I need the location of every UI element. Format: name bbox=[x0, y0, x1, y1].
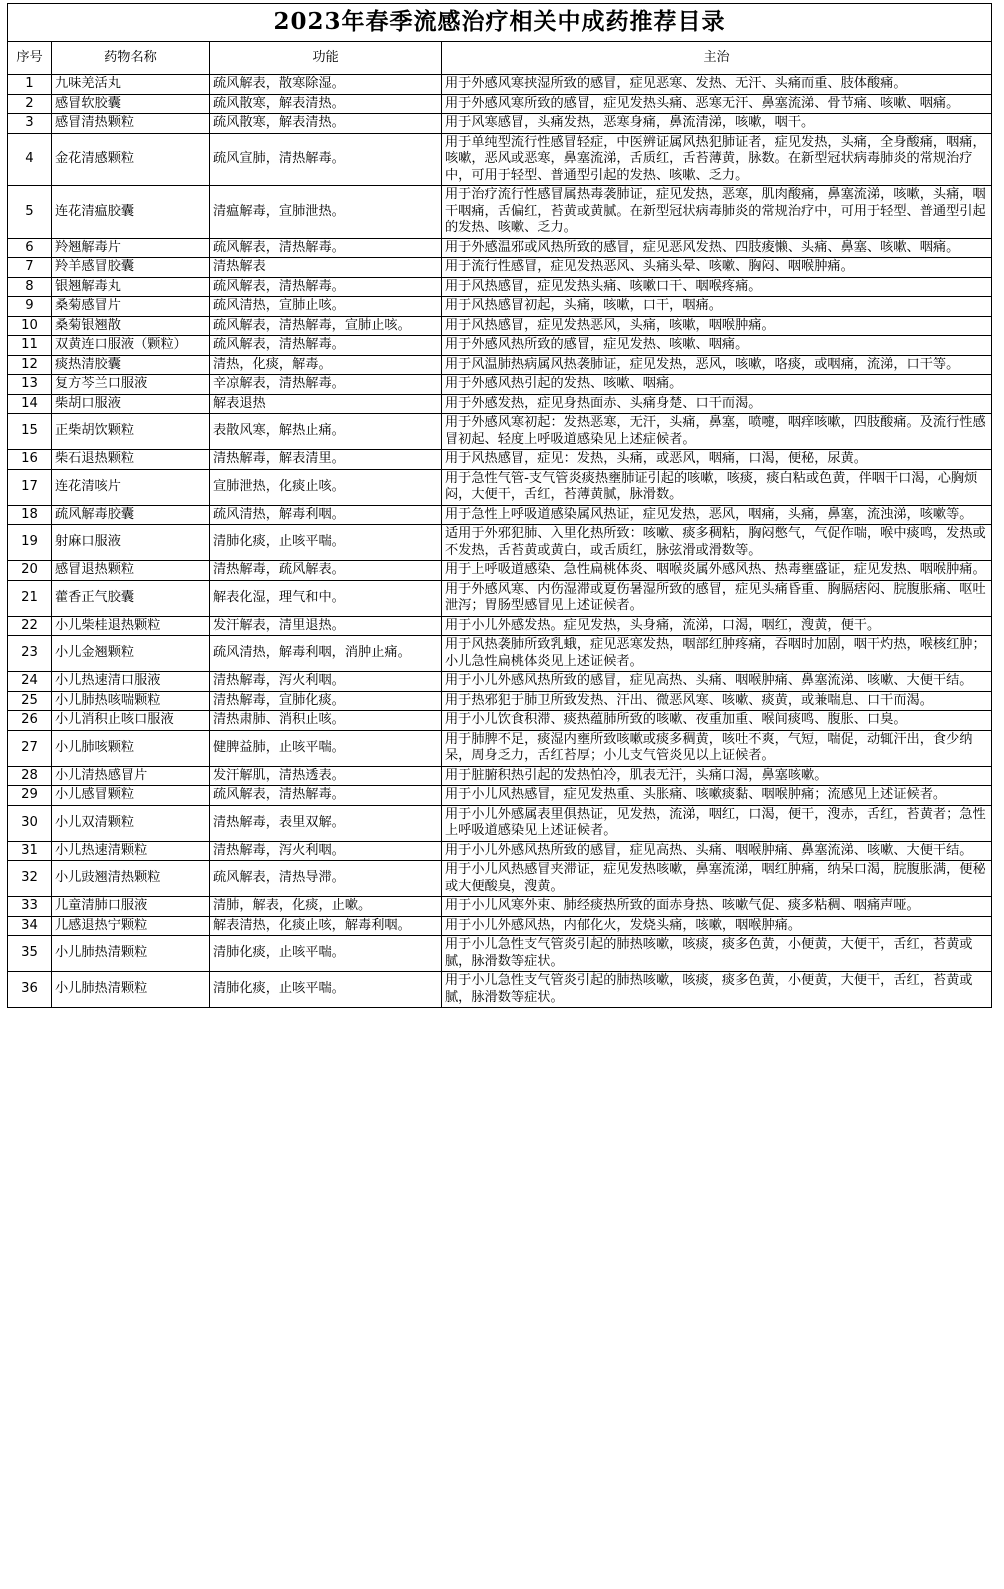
indication: 用于小儿外感风热，内郁化火，发烧头痛，咳嗽，咽喉肿痛。 bbox=[442, 916, 992, 936]
function: 疏风解表，散寒除湿。 bbox=[210, 75, 442, 95]
indication: 用于治疗流行性感冒属热毒袭肺证，症见发热，恶寒，肌肉酸痛，鼻塞流涕，咳嗽，头痛，咽干咽痛，舌偏红，苔黄或黄腻。在新型冠状病毒肺炎的常规治疗中，可用于轻型、普通型引起的发热、咳嗽、乏力。 bbox=[442, 186, 992, 239]
row-index: 27 bbox=[8, 730, 52, 766]
row-index: 20 bbox=[8, 561, 52, 581]
row-index: 17 bbox=[8, 469, 52, 505]
indication: 用于外感风寒初起：发热恶寒，无汗，头痛，鼻塞，喷嚏，咽痒咳嗽，四肢酸痛。及流行性感冒初起、轻度上呼吸道感染见上述症候者。 bbox=[442, 414, 992, 450]
drug-name: 桑菊感冒片 bbox=[52, 297, 210, 317]
row-index: 8 bbox=[8, 277, 52, 297]
table-row bbox=[8, 394, 992, 414]
drug-name: 小儿清热感冒片 bbox=[52, 766, 210, 786]
function: 表散风寒，解热止痛。 bbox=[210, 414, 442, 450]
header-row bbox=[8, 42, 992, 75]
table-row bbox=[8, 580, 992, 616]
function: 疏风宣肺，清热解毒。 bbox=[210, 133, 442, 186]
drug-name: 感冒退热颗粒 bbox=[52, 561, 210, 581]
indication: 用于风热感冒，症见：发热，头痛，或恶风，咽痛，口渴，便秘，尿黄。 bbox=[442, 450, 992, 470]
function: 清肺，解表，化痰，止嗽。 bbox=[210, 897, 442, 917]
function: 疏风清热，解毒利咽。 bbox=[210, 505, 442, 525]
row-index: 11 bbox=[8, 336, 52, 356]
indication: 用于小儿外感发热。症见发热，头身痛，流涕，口渴，咽红，溲黄，便干。 bbox=[442, 616, 992, 636]
table-row bbox=[8, 616, 992, 636]
indication: 用于外感风寒、内伤湿滞或夏伤暑湿所致的感冒，症见头痛昏重、胸膈痞闷、脘腹胀痛、呕吐泄泻；胃肠型感冒见上述证候者。 bbox=[442, 580, 992, 616]
row-index: 2 bbox=[8, 94, 52, 114]
drug-name: 儿童清肺口服液 bbox=[52, 897, 210, 917]
drug-name: 桑菊银翘散 bbox=[52, 316, 210, 336]
table-row bbox=[8, 916, 992, 936]
row-index: 9 bbox=[8, 297, 52, 317]
table-row bbox=[8, 75, 992, 95]
row-index: 26 bbox=[8, 711, 52, 731]
table-row bbox=[8, 711, 992, 731]
function: 宣肺泄热，化痰止咳。 bbox=[210, 469, 442, 505]
table-row bbox=[8, 94, 992, 114]
indication: 用于风温肺热病属风热袭肺证，症见发热，恶风，咳嗽，咯痰，或咽痛，流涕，口干等。 bbox=[442, 355, 992, 375]
indication: 用于外感风热所致的感冒，症见发热、咳嗽、咽痛。 bbox=[442, 336, 992, 356]
indication: 用于外感风热引起的发热、咳嗽、咽痛。 bbox=[442, 375, 992, 395]
header-drug-name: 药物名称 bbox=[52, 42, 210, 75]
drug-name: 小儿感冒颗粒 bbox=[52, 786, 210, 806]
function: 清瘟解毒，宣肺泄热。 bbox=[210, 186, 442, 239]
function: 清热解毒，宣肺化痰。 bbox=[210, 691, 442, 711]
table-row bbox=[8, 505, 992, 525]
drug-name: 感冒软胶囊 bbox=[52, 94, 210, 114]
function: 解表退热 bbox=[210, 394, 442, 414]
table-row bbox=[8, 786, 992, 806]
drug-name: 小儿豉翘清热颗粒 bbox=[52, 861, 210, 897]
header-indication: 主治 bbox=[442, 42, 992, 75]
indication: 用于肺脾不足，痰湿内壅所致咳嗽或痰多稠黄，咳吐不爽，气短，喘促，动辄汗出，食少纳呆，周身乏力，舌红苔厚；小儿支气管炎见以上证候者。 bbox=[442, 730, 992, 766]
indication: 用于外感温邪或风热所致的感冒，症见恶风发热、四肢痠懒、头痛、鼻塞、咳嗽、咽痛。 bbox=[442, 238, 992, 258]
function: 发汗解肌，清热透表。 bbox=[210, 766, 442, 786]
indication: 用于风热感冒初起，头痛，咳嗽，口干，咽痛。 bbox=[442, 297, 992, 317]
indication: 用于急性气管-支气管炎痰热壅肺证引起的咳嗽，咳痰，痰白粘或色黄，伴咽干口渴，心胸烦闷，大便干，舌红，苔薄黄腻，脉滑数。 bbox=[442, 469, 992, 505]
table-row bbox=[8, 936, 992, 972]
function: 疏风散寒，解表清热。 bbox=[210, 94, 442, 114]
table-row bbox=[8, 672, 992, 692]
function: 疏风散寒，解表清热。 bbox=[210, 114, 442, 134]
drug-name: 双黄连口服液（颗粒） bbox=[52, 336, 210, 356]
drug-name: 小儿肺热清颗粒 bbox=[52, 972, 210, 1008]
row-index: 13 bbox=[8, 375, 52, 395]
table-row bbox=[8, 375, 992, 395]
indication: 用于小儿外感风热所致的感冒，症见高热、头痛、咽喉肿痛、鼻塞流涕、咳嗽、大便干结。 bbox=[442, 841, 992, 861]
row-index: 23 bbox=[8, 636, 52, 672]
row-index: 3 bbox=[8, 114, 52, 134]
indication: 用于外感发热，症见身热面赤、头痛身楚、口干而渴。 bbox=[442, 394, 992, 414]
function: 辛凉解表，清热解毒。 bbox=[210, 375, 442, 395]
table-row bbox=[8, 297, 992, 317]
row-index: 6 bbox=[8, 238, 52, 258]
table-row bbox=[8, 186, 992, 239]
table-row bbox=[8, 316, 992, 336]
drug-name: 小儿消积止咳口服液 bbox=[52, 711, 210, 731]
drug-name: 小儿肺热清颗粒 bbox=[52, 936, 210, 972]
indication: 用于小儿外感风热所致的感冒，症见高热、头痛、咽喉肿痛、鼻塞流涕、咳嗽、大便干结。 bbox=[442, 672, 992, 692]
row-index: 22 bbox=[8, 616, 52, 636]
drug-name: 柴胡口服液 bbox=[52, 394, 210, 414]
row-index: 10 bbox=[8, 316, 52, 336]
function: 解表化湿，理气和中。 bbox=[210, 580, 442, 616]
row-index: 33 bbox=[8, 897, 52, 917]
row-index: 32 bbox=[8, 861, 52, 897]
drug-name: 疏风解毒胶囊 bbox=[52, 505, 210, 525]
table-row bbox=[8, 766, 992, 786]
drug-name: 射麻口服液 bbox=[52, 525, 210, 561]
row-index: 28 bbox=[8, 766, 52, 786]
page-title: 2023年春季流感治疗相关中成药推荐目录 bbox=[8, 4, 992, 42]
row-index: 15 bbox=[8, 414, 52, 450]
row-index: 34 bbox=[8, 916, 52, 936]
table-row bbox=[8, 469, 992, 505]
indication: 适用于外邪犯肺、入里化热所致：咳嗽、痰多稠粘，胸闷憋气，气促作喘，喉中痰鸣，发热或不发热，舌苔黄或黄白，或舌质红，脉弦滑或滑数等。 bbox=[442, 525, 992, 561]
document-page bbox=[7, 3, 991, 1008]
function: 清肺化痰，止咳平喘。 bbox=[210, 525, 442, 561]
table-row bbox=[8, 336, 992, 356]
drug-name: 痰热清胶囊 bbox=[52, 355, 210, 375]
table-row bbox=[8, 805, 992, 841]
function: 清热解毒，泻火利咽。 bbox=[210, 841, 442, 861]
table-row bbox=[8, 450, 992, 470]
row-index: 7 bbox=[8, 258, 52, 278]
function: 疏风解表，清热解毒。 bbox=[210, 238, 442, 258]
function: 发汗解表，清里退热。 bbox=[210, 616, 442, 636]
header-index: 序号 bbox=[8, 42, 52, 75]
function: 健脾益肺，止咳平喘。 bbox=[210, 730, 442, 766]
table-row bbox=[8, 114, 992, 134]
drug-name: 复方芩兰口服液 bbox=[52, 375, 210, 395]
row-index: 1 bbox=[8, 75, 52, 95]
drug-name: 小儿金翘颗粒 bbox=[52, 636, 210, 672]
function: 疏风解表，清热解毒，宣肺止咳。 bbox=[210, 316, 442, 336]
indication: 用于小儿急性支气管炎引起的肺热咳嗽，咳痰，痰多色黄，小便黄，大便干，舌红，苔黄或腻，脉滑数等症状。 bbox=[442, 936, 992, 972]
drug-name: 正柴胡饮颗粒 bbox=[52, 414, 210, 450]
drug-name: 连花清咳片 bbox=[52, 469, 210, 505]
indication: 用于小儿风热感冒夹滞证，症见发热咳嗽，鼻塞流涕，咽红肿痛，纳呆口渴，脘腹胀满，便秘或大便酸臭，溲黄。 bbox=[442, 861, 992, 897]
table-row bbox=[8, 414, 992, 450]
function: 清热解表 bbox=[210, 258, 442, 278]
function: 疏风解表，清热解毒。 bbox=[210, 786, 442, 806]
function: 疏风解表，清热导滞。 bbox=[210, 861, 442, 897]
medicine-table bbox=[7, 3, 992, 1008]
function: 清热肃肺、消积止咳。 bbox=[210, 711, 442, 731]
indication: 用于上呼吸道感染、急性扁桃体炎、咽喉炎属外感风热、热毒壅盛证，症见发热、咽喉肿痛。 bbox=[442, 561, 992, 581]
row-index: 5 bbox=[8, 186, 52, 239]
indication: 用于外感风寒所致的感冒，症见发热头痛、恶寒无汗、鼻塞流涕、骨节痛、咳嗽、咽痛。 bbox=[442, 94, 992, 114]
row-index: 21 bbox=[8, 580, 52, 616]
function: 疏风解表，清热解毒。 bbox=[210, 277, 442, 297]
table-row bbox=[8, 133, 992, 186]
table-row bbox=[8, 730, 992, 766]
function: 疏风清热，宣肺止咳。 bbox=[210, 297, 442, 317]
function: 疏风清热，解毒利咽，消肿止痛。 bbox=[210, 636, 442, 672]
table-row bbox=[8, 525, 992, 561]
drug-name: 儿感退热宁颗粒 bbox=[52, 916, 210, 936]
function: 清热解毒，表里双解。 bbox=[210, 805, 442, 841]
row-index: 25 bbox=[8, 691, 52, 711]
table-row bbox=[8, 691, 992, 711]
table-row bbox=[8, 258, 992, 278]
indication: 用于小儿风寒外束、肺经痰热所致的面赤身热、咳嗽气促、痰多粘稠、咽痛声哑。 bbox=[442, 897, 992, 917]
drug-name: 小儿肺热咳喘颗粒 bbox=[52, 691, 210, 711]
row-index: 24 bbox=[8, 672, 52, 692]
drug-name: 小儿双清颗粒 bbox=[52, 805, 210, 841]
drug-name: 羚羊感冒胶囊 bbox=[52, 258, 210, 278]
row-index: 18 bbox=[8, 505, 52, 525]
table-row bbox=[8, 972, 992, 1008]
drug-name: 小儿热速清口服液 bbox=[52, 672, 210, 692]
indication: 用于流行性感冒，症见发热恶风、头痛头晕、咳嗽、胸闷、咽喉肿痛。 bbox=[442, 258, 992, 278]
drug-name: 金花清感颗粒 bbox=[52, 133, 210, 186]
row-index: 30 bbox=[8, 805, 52, 841]
table-row bbox=[8, 277, 992, 297]
indication: 用于风寒感冒，头痛发热，恶寒身痛，鼻流清涕，咳嗽，咽干。 bbox=[442, 114, 992, 134]
row-index: 36 bbox=[8, 972, 52, 1008]
drug-name: 羚翘解毒片 bbox=[52, 238, 210, 258]
drug-name: 银翘解毒丸 bbox=[52, 277, 210, 297]
drug-name: 连花清瘟胶囊 bbox=[52, 186, 210, 239]
indication: 用于风热感冒，症见发热恶风，头痛，咳嗽，咽喉肿痛。 bbox=[442, 316, 992, 336]
header-function: 功能 bbox=[210, 42, 442, 75]
function: 清热，化痰，解毒。 bbox=[210, 355, 442, 375]
function: 解表清热，化痰止咳，解毒利咽。 bbox=[210, 916, 442, 936]
row-index: 4 bbox=[8, 133, 52, 186]
table-row bbox=[8, 841, 992, 861]
table-row bbox=[8, 238, 992, 258]
drug-name: 九味羌活丸 bbox=[52, 75, 210, 95]
drug-name: 小儿热速清颗粒 bbox=[52, 841, 210, 861]
indication: 用于小儿饮食积滞、痰热蕴肺所致的咳嗽、夜重加重、喉间痰鸣、腹胀、口臭。 bbox=[442, 711, 992, 731]
indication: 用于风热袭肺所致乳蛾，症见恶寒发热，咽部红肿疼痛，吞咽时加剧，咽干灼热，喉核红肿；小儿急性扁桃体炎见上述证候者。 bbox=[442, 636, 992, 672]
drug-name: 柴石退热颗粒 bbox=[52, 450, 210, 470]
indication: 用于小儿急性支气管炎引起的肺热咳嗽，咳痰，痰多色黄，小便黄，大便干，舌红，苔黄或腻，脉滑数等症状。 bbox=[442, 972, 992, 1008]
drug-name: 感冒清热颗粒 bbox=[52, 114, 210, 134]
indication: 用于小儿外感属表里俱热证，见发热，流涕，咽红，口渴，便干，溲赤，舌红，苔黄者；急性上呼吸道感染见上述证候者。 bbox=[442, 805, 992, 841]
function: 疏风解表，清热解毒。 bbox=[210, 336, 442, 356]
row-index: 35 bbox=[8, 936, 52, 972]
indication: 用于外感风寒挟湿所致的感冒，症见恶寒、发热、无汗、头痛而重、肢体酸痛。 bbox=[442, 75, 992, 95]
indication: 用于急性上呼吸道感染属风热证，症见发热，恶风，咽痛，头痛，鼻塞，流浊涕，咳嗽等。 bbox=[442, 505, 992, 525]
drug-name: 藿香正气胶囊 bbox=[52, 580, 210, 616]
function: 清热解毒，疏风解表。 bbox=[210, 561, 442, 581]
function: 清热解毒，泻火利咽。 bbox=[210, 672, 442, 692]
function: 清肺化痰，止咳平喘。 bbox=[210, 936, 442, 972]
table-row bbox=[8, 897, 992, 917]
indication: 用于热邪犯于肺卫所致发热、汗出、微恶风寒、咳嗽、痰黄，或兼喘息、口干而渴。 bbox=[442, 691, 992, 711]
row-index: 16 bbox=[8, 450, 52, 470]
row-index: 29 bbox=[8, 786, 52, 806]
indication: 用于小儿风热感冒，症见发热重、头胀痛、咳嗽痰黏、咽喉肿痛；流感见上述证候者。 bbox=[442, 786, 992, 806]
table-row bbox=[8, 636, 992, 672]
function: 清肺化痰，止咳平喘。 bbox=[210, 972, 442, 1008]
indication: 用于风热感冒，症见发热头痛、咳嗽口干、咽喉疼痛。 bbox=[442, 277, 992, 297]
row-index: 12 bbox=[8, 355, 52, 375]
table-row bbox=[8, 861, 992, 897]
table-row bbox=[8, 355, 992, 375]
title-row bbox=[8, 4, 992, 42]
indication: 用于单纯型流行性感冒轻症，中医辨证属风热犯肺证者，症见发热，头痛，全身酸痛，咽痛，咳嗽，恶风或恶寒，鼻塞流涕，舌质红，舌苔薄黄，脉数。在新型冠状病毒肺炎的常规治疗中，可用于轻型、普通型引起的发热、咳嗽、乏力。 bbox=[442, 133, 992, 186]
table-row bbox=[8, 561, 992, 581]
drug-name: 小儿肺咳颗粒 bbox=[52, 730, 210, 766]
function: 清热解毒，解表清里。 bbox=[210, 450, 442, 470]
row-index: 14 bbox=[8, 394, 52, 414]
row-index: 31 bbox=[8, 841, 52, 861]
indication: 用于脏腑积热引起的发热怕冷，肌表无汗，头痛口渴，鼻塞咳嗽。 bbox=[442, 766, 992, 786]
row-index: 19 bbox=[8, 525, 52, 561]
drug-name: 小儿柴桂退热颗粒 bbox=[52, 616, 210, 636]
